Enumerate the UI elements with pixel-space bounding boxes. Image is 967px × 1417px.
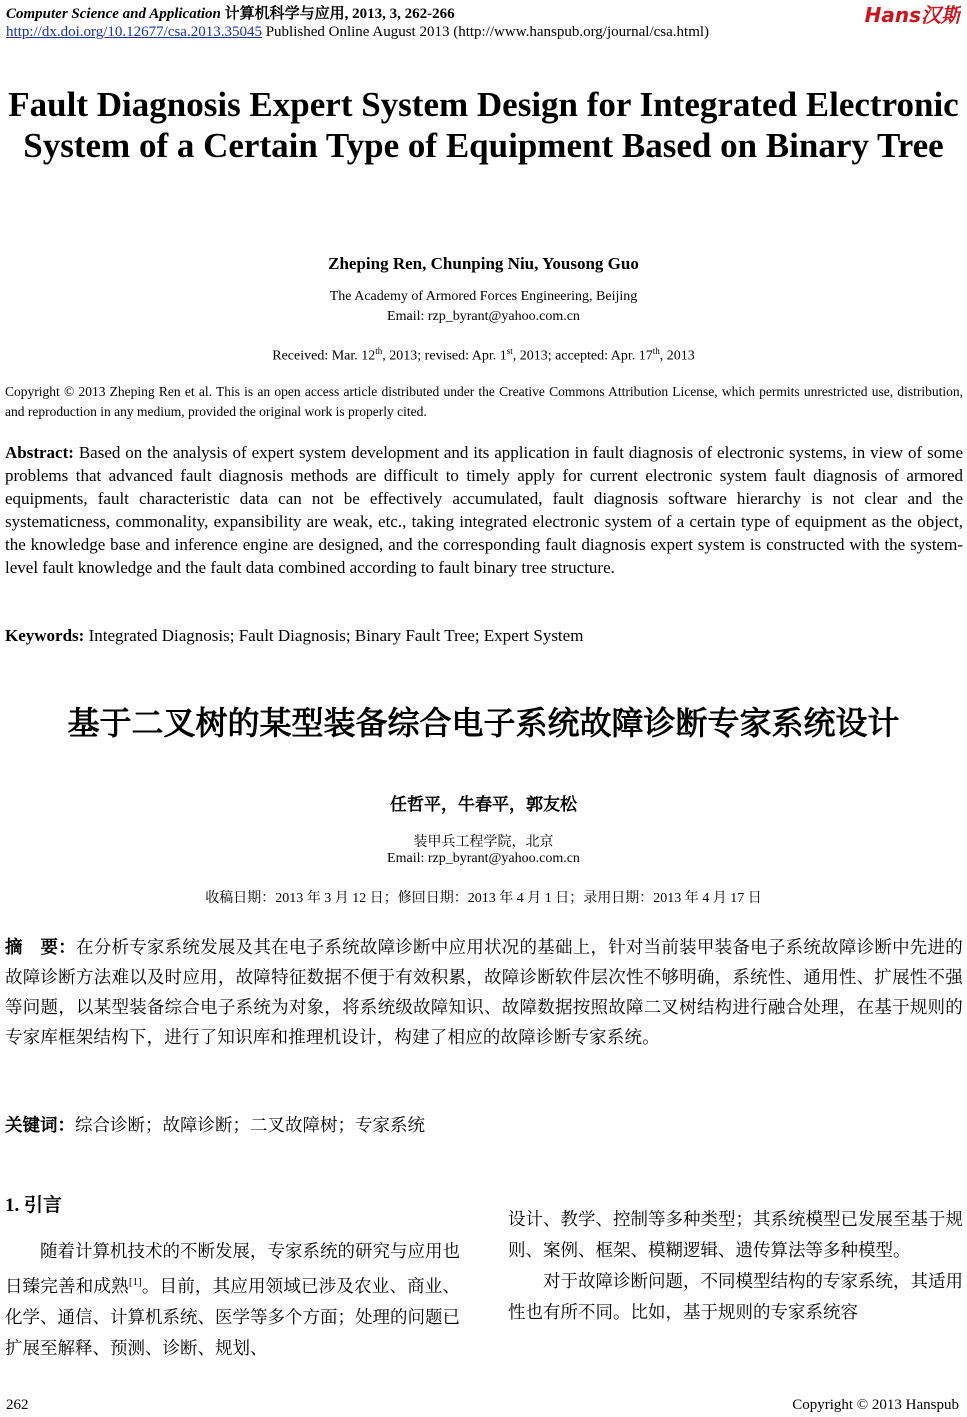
authors-chinese: 任哲平，牛春平，郭友松 <box>390 795 577 814</box>
doi-link[interactable]: http://dx.doi.org/10.12677/csa.2013.35045 <box>6 24 262 40</box>
paper-title-english: Fault Diagnosis Expert System Design for Integrated Electronic System of a Certain Type of Equipment Based on Binary Tree <box>8 85 959 165</box>
body-paragraph: 设计、教学、控制等多种类型；其系统模型已发展至基于规则、案例、框架、模糊逻辑、遗传算法等多种模型。 <box>508 1209 963 1260</box>
journal-issue: 计算机科学与应用, 2013, 3, 262-266 <box>224 6 455 22</box>
keywords-text: Integrated Diagnosis; Fault Diagnosis; Binary Fault Tree; Expert System <box>88 626 584 645</box>
hans-logo <box>861 2 961 26</box>
abstract-label-chinese: 摘 要： <box>5 937 76 957</box>
body-left-column: 随着计算机技术的不断发展，专家系统的研究与应用也日臻完善和成熟[1]。目前，其应用领域已涉及农业、商业、化学、通信、计算机系统、医学等多个方面；处理的问题已扩展至解释、预测、诊断、规划、 <box>5 1241 461 1358</box>
keywords-label: Keywords: <box>5 626 85 645</box>
abstract-english <box>5 441 963 579</box>
affiliation-chinese: 装甲兵工程学院，北京 <box>413 835 554 850</box>
hans-logo-text: Hans汉斯 <box>864 3 961 26</box>
page-number: 262 <box>6 1397 29 1413</box>
paper-title-chinese: 基于二叉树的某型装备综合电子系统故障诊断专家系统设计 <box>67 704 900 742</box>
journal-header <box>6 2 455 23</box>
abstract-text: Based on the analysis of expert system development and its application in fault diagnosis of electronic systems, in view of some problems that advanced fault diagnosis methods are difficult to timely apply for current electronic system fault diagnosis of armored equipments, fault characteristic data can not be effectively accumulated, fault diagnosis software hierarchy is not clear and the systematicness, commonality, expansibility are weak, etc., taking integrated electronic system of a certain type of equipment as the object, the knowledge base and inference engine are designed, and the corresponding fault diagnosis expert system is constructed with the system-level fault knowledge and the fault data combined according to fault binary tree structure. <box>5 443 963 577</box>
copyright-notice: Copyright © 2013 Zheping Ren et al. This is an open access article distributed under the Creative Commons Attribution License, which permits unrestricted use, distribution, and reproduction in any medium, provided the original work is properly cited. <box>5 384 963 419</box>
journal-name: Computer Science and Application <box>6 6 221 22</box>
publication-line <box>6 24 709 41</box>
keywords-chinese <box>5 1112 963 1137</box>
published-online: Published Online August 2013 (http://www.hanspub.org/journal/csa.html) <box>265 24 710 40</box>
section-heading: 1. 引言 <box>5 1195 63 1216</box>
abstract-chinese <box>5 932 963 1052</box>
keywords-english <box>5 626 963 646</box>
footer-copyright: Copyright © 2013 Hanspub <box>792 1397 959 1413</box>
email-english: Email: rzp_byrant@yahoo.com.cn <box>387 309 580 324</box>
body-right-column <box>508 1204 963 1328</box>
body-paragraph: 对于故障诊断问题，不同模型结构的专家系统，其适用性也有所不同。比如，基于规则的专家系统容 <box>508 1271 963 1322</box>
authors-english: Zheping Ren, Chunping Niu, Yousong Guo <box>328 254 639 273</box>
keywords-text-chinese: 综合诊断；故障诊断；二叉故障树；专家系统 <box>75 1115 425 1135</box>
dates-chinese: 收稿日期：2013 年 3 月 12 日；修回日期：2013 年 4 月 1 日；录用日期：2013 年 4 月 17 日 <box>205 891 762 906</box>
dates-english: Received: Mar. 12th, 2013; revised: Apr. 1st, 2013; accepted: Apr. 17th, 2013 <box>272 346 695 364</box>
abstract-label: Abstract: <box>5 443 74 462</box>
email-chinese: Email: rzp_byrant@yahoo.com.cn <box>387 851 580 866</box>
abstract-text-chinese: 在分析专家系统发展及其在电子系统故障诊断中应用状况的基础上，针对当前装甲装备电子系统故障诊断中先进的故障诊断方法难以及时应用，故障特征数据不便于有效积累，故障诊断软件层次性不够明确，系统性、通用性、扩展性不强等问题，以某型装备综合电子系统为对象，将系统级故障知识、故障数据按照故障二叉树结构进行融合处理，在基于规则的专家库框架结构下，进行了知识库和推理机设计，构建了相应的故障诊断专家系统。 <box>5 937 963 1047</box>
citation-ref: [1] <box>128 1276 142 1288</box>
keywords-label-chinese: 关键词： <box>5 1115 75 1135</box>
affiliation-english: The Academy of Armored Forces Engineering, Beijing <box>329 289 638 304</box>
